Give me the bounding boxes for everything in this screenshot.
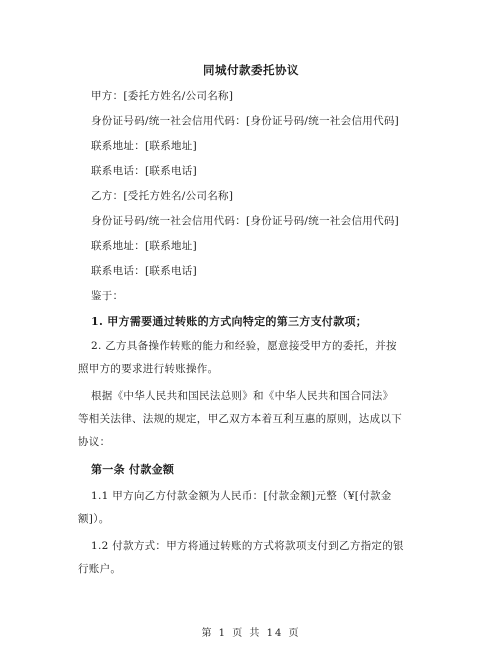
party-a-phone: 联系电话：[联系电话] [91,165,197,177]
whereas-label: 鉴于： [91,290,124,302]
clause-1-2-line-2: 行账户。 [78,563,122,575]
party-b-address: 联系地址：[联系地址] [91,240,197,252]
party-b-phone: 联系电话：[联系电话] [91,265,197,277]
party-a-address: 联系地址：[联系地址] [91,140,197,152]
party-a-name: 甲方：[委托方姓名/公司名称] [91,90,234,102]
basis-line-2: 等相关法律、法规的规定，甲乙双方本着互利互惠的原则，达成以下 [78,413,402,425]
whereas-point-1: 1. 甲方需要通过转账的方式向特定的第三方支付款项； [91,315,368,328]
clause-1-1-line-2: 额]）。 [78,513,110,525]
document-title: 同城付款委托协议 [203,63,299,77]
party-b-name: 乙方：[受托方姓名/公司名称] [91,190,234,202]
basis-line-1: 根据《中华人民共和国民法总则》和《中华人民共和国合同法》 [91,390,394,402]
whereas-point-2-line-2: 照甲方的要求进行转账操作。 [78,363,219,375]
clause-1-1-line-1: 1.1 甲方向乙方付款金额为人民币：[付款金额]元整（¥[付款金 [91,490,392,502]
page-footer: 第 1 页 共 14 页 [201,628,301,639]
party-a-id: 身份证号码/统一社会信用代码：[身份证号码/统一社会信用代码] [91,115,400,127]
article-1-heading: 第一条 付款金额 [91,463,175,476]
whereas-point-2-line-1: 2. 乙方具备操作转账的能力和经验，愿意接受甲方的委托，并按 [91,340,397,352]
basis-line-3: 协议： [78,436,111,448]
clause-1-2-line-1: 1.2 付款方式：甲方将通过转账的方式将款项支付到乙方指定的银 [91,540,404,552]
party-b-id: 身份证号码/统一社会信用代码：[身份证号码/统一社会信用代码] [91,215,400,227]
